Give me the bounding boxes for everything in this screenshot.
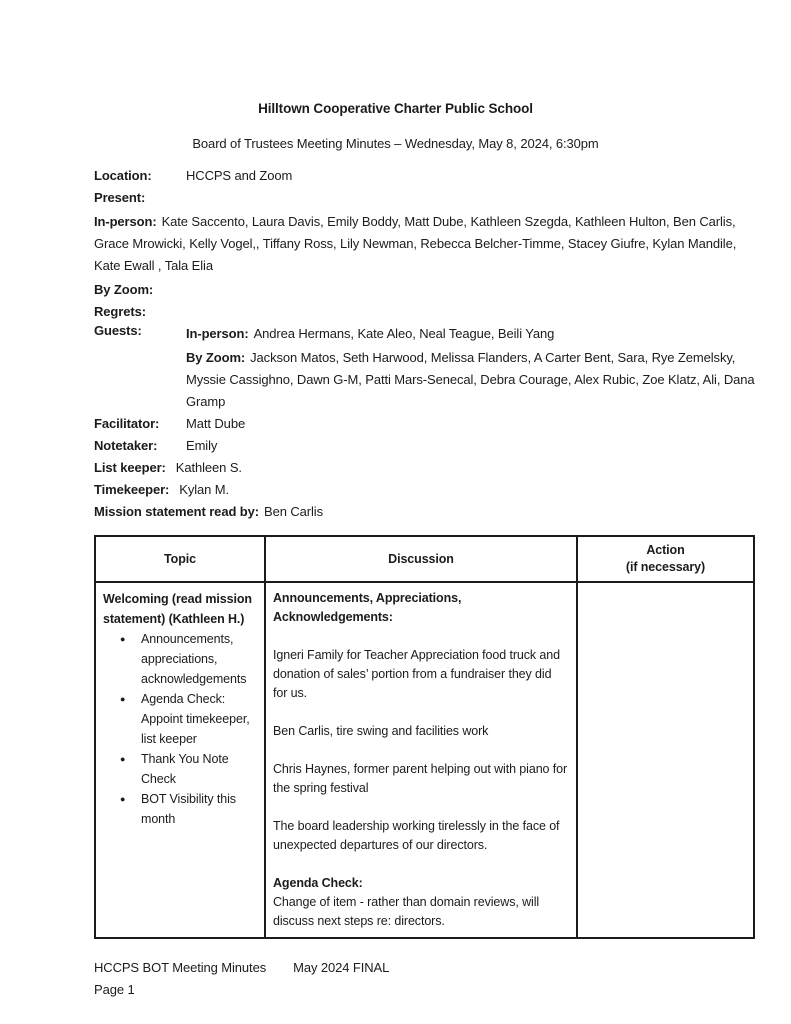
table-row: [95, 582, 754, 938]
minutes-table: [94, 535, 755, 939]
present-label: Present:: [94, 190, 146, 205]
column-header-topic: Topic: [95, 536, 265, 582]
discussion-paragraph: The board leadership working tirelessly in the face of unexpected departures of our directors.: [273, 819, 560, 852]
info-row-by-zoom: [94, 279, 758, 301]
guests-label: Guests:: [94, 323, 142, 338]
column-header-discussion: Discussion: [265, 536, 577, 582]
agenda-check-text: Change of item - rather than domain reviews, will discuss next steps re: directors.: [273, 895, 540, 928]
agenda-check-heading: Agenda Check:: [273, 876, 363, 890]
by-zoom-label: By Zoom:: [94, 282, 154, 297]
location-label: Location:: [94, 168, 152, 183]
topic-heading: Welcoming (read mission statement) (Kathleen H.): [103, 592, 252, 626]
info-row-facilitator: [94, 413, 758, 435]
guests-content: [186, 323, 758, 413]
cell-discussion: [265, 582, 577, 938]
meeting-info-section: [94, 165, 758, 939]
bullet-icon: ●: [120, 634, 126, 644]
guests-by-zoom-paragraph: [186, 347, 758, 413]
discussion-paragraph: Igneri Family for Teacher Appreciation food truck and donation of sales’ portion from a fundraiser they did for us.: [273, 648, 560, 700]
footer-page-number: Page 1: [94, 982, 135, 997]
regrets-label: Regrets:: [94, 304, 146, 319]
list-keeper-label: List keeper:: [94, 460, 166, 475]
in-person-label: In-person:: [94, 214, 157, 229]
info-row-timekeeper: [94, 479, 758, 501]
footer-line: [94, 957, 758, 979]
in-person-paragraph: [94, 211, 758, 277]
document-footer: [94, 957, 758, 1001]
list-item: [103, 629, 257, 689]
document-header: [0, 0, 791, 153]
timekeeper-label: Timekeeper:: [94, 482, 170, 497]
bullet-text: Announcements, appreciations, acknowledgements: [141, 632, 247, 686]
timekeeper-value: Kylan M.: [179, 482, 230, 497]
topic-bullet-list: [103, 629, 257, 829]
facilitator-value: Matt Dube: [186, 416, 246, 431]
guests-by-zoom-label: By Zoom:: [186, 350, 246, 365]
notetaker-label: Notetaker:: [94, 438, 158, 453]
table-header-row: [95, 536, 754, 582]
bullet-icon: ●: [120, 694, 126, 704]
guests-section: [94, 323, 758, 413]
bullet-text: BOT Visibility this month: [141, 792, 236, 826]
column-header-action-line2: (if necessary): [625, 560, 706, 574]
list-item: [103, 789, 257, 829]
facilitator-label: Facilitator:: [94, 416, 160, 431]
info-row-regrets: [94, 301, 758, 323]
footer-version: May 2024 FINAL: [293, 960, 390, 975]
bullet-text: Agenda Check: Appoint timekeeper, list keeper: [141, 692, 250, 746]
guests-in-person-value: Andrea Hermans, Kate Aleo, Neal Teague, Beili Yang: [253, 326, 555, 341]
column-header-action-line1: Action: [646, 543, 685, 557]
document-subtitle: Board of Trustees Meeting Minutes – Wednesday, May 8, 2024, 6:30pm: [192, 136, 599, 151]
location-value: HCCPS and Zoom: [186, 168, 293, 183]
cell-topic: [95, 582, 265, 938]
discussion-heading: Announcements, Appreciations, Acknowledgements:: [273, 591, 462, 624]
document-title: Hilltown Cooperative Charter Public School: [258, 101, 533, 116]
guests-by-zoom-value: Jackson Matos, Seth Harwood, Melissa Flanders, A Carter Bent, Sara, Rye Zemelsky, Myssie Cassighno, Dawn G-M, Patti Mars-Senecal, Debra Courage, Alex Rubic, Zoe Klatz, Ali, Dana Gramp: [186, 350, 755, 409]
guests-in-person-paragraph: [186, 323, 758, 345]
list-item: [103, 749, 257, 789]
info-row-present: [94, 187, 758, 209]
discussion-paragraph: Chris Haynes, former parent helping out with piano for the spring festival: [273, 762, 568, 795]
info-row-list-keeper: [94, 457, 758, 479]
in-person-value: Kate Saccento, Laura Davis, Emily Boddy, Matt Dube, Kathleen Szegda, Kathleen Hulton, Ben Carlis, Grace Mrowicki, Kelly Vogel,, Tiffany Ross, Lily Newman, Rebecca Belcher-Timme, Stacey Giufre, Kylan Mandile, Kate Ewall , Tala Elia: [94, 214, 737, 273]
footer-doc-name: HCCPS BOT Meeting Minutes: [94, 960, 267, 975]
list-item: [103, 689, 257, 749]
bullet-icon: ●: [120, 794, 126, 804]
info-row-notetaker: [94, 435, 758, 457]
info-row-mission-statement: [94, 501, 758, 523]
bullet-text: Thank You Note Check: [141, 752, 229, 786]
guests-in-person-label: In-person:: [186, 326, 249, 341]
info-row-location: [94, 165, 758, 187]
notetaker-value: Emily: [186, 438, 218, 453]
column-header-action: [577, 536, 754, 582]
mission-statement-value: Ben Carlis: [264, 504, 323, 519]
cell-action: [577, 582, 754, 938]
discussion-paragraph: Ben Carlis, tire swing and facilities work: [273, 724, 489, 738]
list-keeper-value: Kathleen S.: [175, 460, 242, 475]
mission-statement-label: Mission statement read by:: [94, 504, 259, 519]
bullet-icon: ●: [120, 754, 126, 764]
